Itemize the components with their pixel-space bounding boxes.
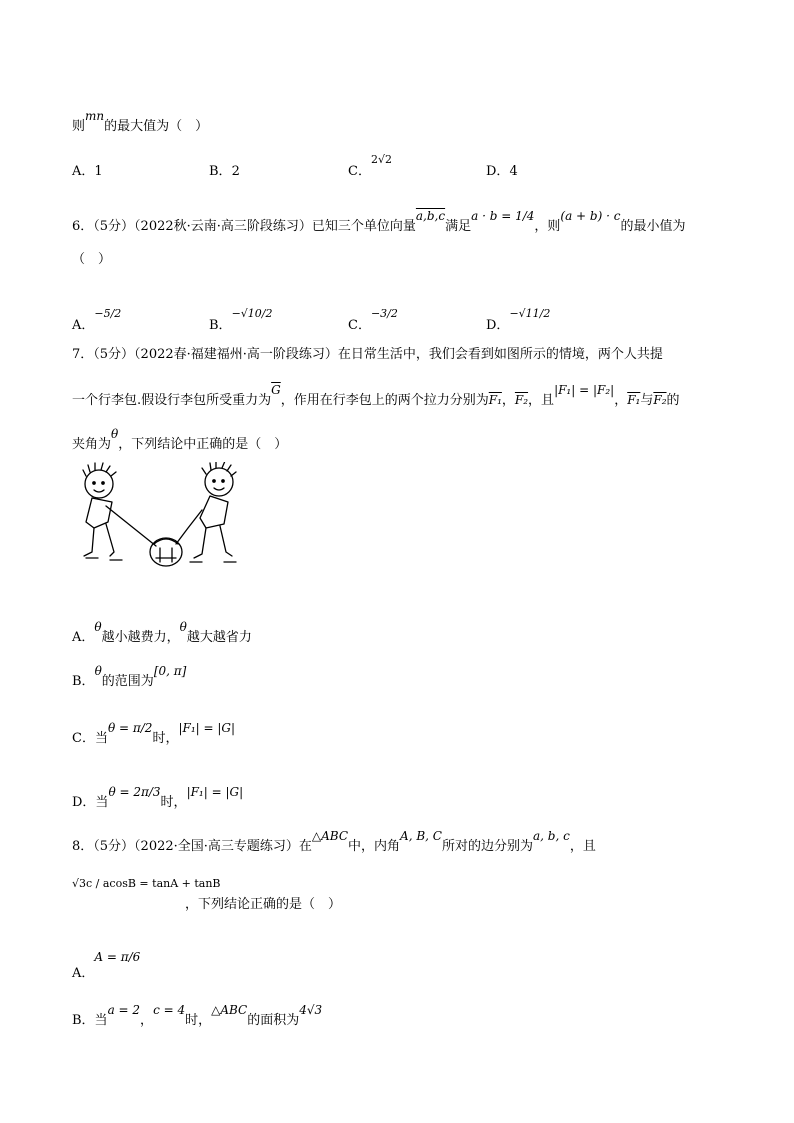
q7-option-c: C．当θ = π/2时，|F₁| = |G| — [72, 721, 236, 746]
q7-option-b: B．θ的范围为[0, π] — [72, 664, 187, 689]
q5-tail — [72, 109, 209, 135]
q6-paren: （ ） — [72, 252, 112, 267]
q8-formula: √3c / acosB = tanA + tanB — [72, 877, 221, 890]
q7-line3: 夹角为θ，下列结论中正确的是（ ） — [72, 427, 288, 452]
q6-stem: 6．（5分）（2022秋·云南·高三阶段练习）已知三个单位向量a,b,c满足a · b = 1/4，则(a + b) · c的最小值为 — [72, 209, 686, 234]
right-person-head — [205, 468, 233, 496]
q8-line1: 8．（5分）（2022·全国·高三专题练习）在△ABC中，内角A, B, C所对的边分别为a, b, c，且 — [72, 829, 596, 854]
q8-line2: ，下列结论正确的是（ ） — [185, 897, 342, 912]
q5-prefix: 则 — [72, 119, 86, 134]
q5-option-c: C．$^{2√2}$ — [348, 153, 392, 179]
q5-expr: mn — [85, 109, 105, 123]
q7-line1: 7．（5分）（2022春·福建福州·高一阶段练习）在日常生活中，我们会看到如图所示的情境，两个人共提 — [72, 347, 663, 362]
q7-option-a: A．θ越小越费力，θ越大越省力 — [72, 620, 252, 645]
two-people-carrying-bag-figure — [74, 462, 244, 592]
q6-vectors: a,b,c — [415, 209, 446, 223]
q6-option-c: C．$^{-3/2}$ — [348, 307, 398, 333]
q6-option-b: B．$^{-√10/2}$ — [209, 307, 273, 333]
q7-line2: 一个行李包.假设行李包所受重力为$\overline{G}$，作用在行李包上的两个拉力分别为F₁，F₂，且|F₁| = |F₂|，F₁与F₂的 — [72, 383, 680, 408]
q5-suffix: 的最大值为（ ） — [104, 119, 209, 134]
q7-option-d: D．当θ = 2π/3时，|F₁| = |G| — [72, 785, 244, 810]
q6-option-d: D．$^{-√11/2}$ — [486, 307, 551, 333]
q6-condition: a · b = 1/4 — [471, 209, 535, 223]
q8-option-b: B．当a = 2，c = 4时，△ABC的面积为4√3 — [72, 1003, 323, 1028]
q8-option-a: A．A = π/6 — [72, 950, 141, 981]
q6-expression: (a + b) · c — [560, 209, 621, 223]
q5-option-b: B．2 — [209, 164, 240, 179]
q5-option-d: D．4 — [486, 164, 518, 179]
q5-option-a: A．1 — [72, 164, 103, 179]
left-person-head — [85, 470, 113, 498]
q6-option-a: A．$^{-5/2}$ — [72, 307, 122, 333]
